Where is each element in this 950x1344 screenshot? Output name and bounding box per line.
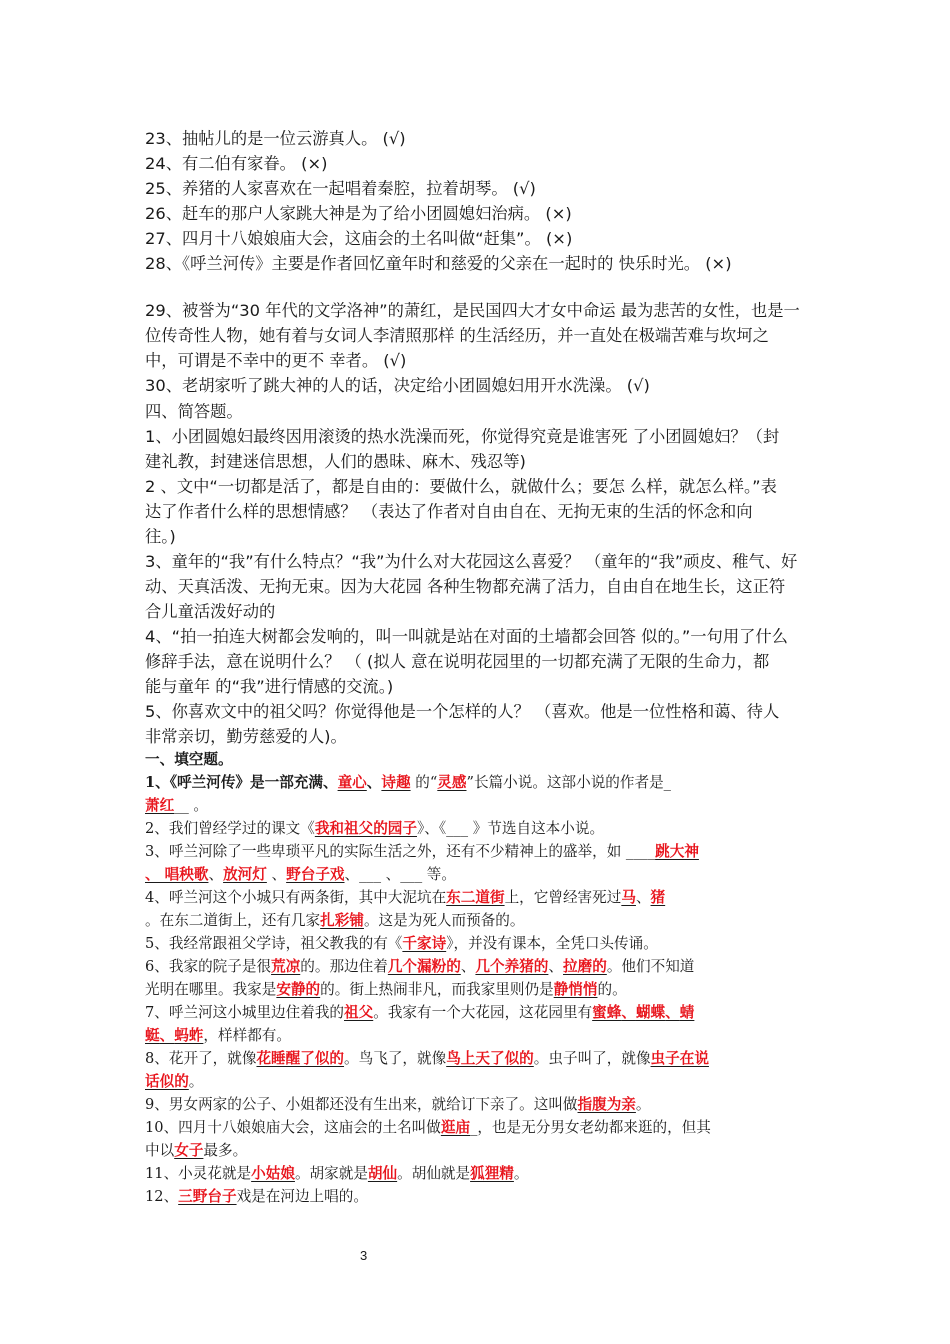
fill-q10-line2 [145, 1139, 247, 1160]
answer-blank: 荒凉 [271, 958, 301, 975]
fill-text: 、 [635, 889, 651, 906]
fill-text: 的“ [415, 774, 438, 791]
fill-text: 、 [159, 1027, 175, 1044]
short-q5-line2: 非常亲切，勤劳慈爱的人)。 [145, 727, 347, 746]
fill-q3-line1 [145, 840, 699, 861]
answer-blank: 我和祖父的园子 [314, 820, 417, 837]
answer-blank: 鸟上天了似的 [446, 1050, 534, 1067]
answer-blank: 蝴蝶 [635, 1004, 666, 1021]
fill-text: 上，它曾经害死过 [504, 889, 622, 906]
answer-blank: 扎彩铺 [320, 912, 364, 929]
answer-blank: 诗趣 [381, 774, 411, 791]
fill-q8-line1 [145, 1047, 709, 1068]
fill-text: 、 [548, 958, 564, 975]
fill-q1-text: 1、《呼兰河传》是一部充满、 [145, 774, 338, 791]
answer-blank: 马 [621, 889, 636, 906]
judge-item-26: 26、赶车的那户人家跳大神是为了给小团圆媳妇治病。 (×) [145, 204, 572, 223]
answer-blank: 拉磨的 [563, 958, 607, 975]
fill-text: 。这是为死人而预备的。 [363, 912, 525, 929]
fill-text: 7、呼兰河这小城里边住着我的 [145, 1004, 345, 1021]
short-answer-heading: 四、简答题。 [145, 402, 243, 421]
answer-blank: 猪 [650, 889, 666, 906]
answer-blank: 东二道街 [446, 889, 505, 906]
answer-blank: 虫子在说 [650, 1050, 709, 1067]
fill-text: ，样样都有。 [203, 1027, 291, 1044]
fill-text: 的。街上热闹非凡，而我家里则仍是 [320, 981, 554, 998]
answer-blank: 花睡醒了似的 [256, 1050, 345, 1067]
answer-blank: 话似的 [145, 1073, 189, 1090]
fill-q12 [145, 1185, 368, 1206]
judge-item-29-line1: 29、被誉为“30 年代的文学洛神”的萧红，是民国四大才女中命运 最为悲苦的女性，也是一 [145, 301, 800, 320]
fill-q6-line2 [145, 978, 627, 999]
fill-text: 。胡家就是 [294, 1165, 368, 1182]
answer-blank: 萧红 [145, 797, 175, 814]
answer-blank: 逛庙 [440, 1119, 471, 1136]
fill-text: __ 。 [174, 797, 209, 814]
page-number: 3 [360, 1248, 368, 1263]
fill-q8-line2 [145, 1070, 203, 1091]
answer-blank: 蚂蚱 [174, 1027, 204, 1044]
answer-blank: 几个养猪的 [475, 958, 549, 975]
judge-item-30: 30、老胡家听了跳大神的人的话，决定给小团圆媳妇用开水洗澡。 (√) [145, 376, 650, 395]
answer-blank: 千家诗 [402, 935, 447, 952]
fill-q4-line1 [145, 886, 665, 907]
short-q4-line2: 修辞手法，意在说明什么？ （ (拟人 意在说明花园里的一切都充满了无限的生命力，都 [145, 652, 770, 671]
judge-item-27: 27、四月十八娘娘庙大会，这庙会的土名叫做“赶集”。 (×) [145, 229, 573, 248]
fill-q6-line1 [145, 955, 694, 976]
short-q2-line1: 2 、文中“一切都是活了，都是自由的：要做什么，就做什么；要怎 么样，就怎么样。”表 [145, 477, 777, 496]
answer-blank: 女子 [174, 1142, 204, 1159]
fill-text: 10、四月十八娘娘庙大会，这庙会的土名叫做 [145, 1119, 441, 1136]
answer-blank: 狐狸精 [470, 1165, 514, 1182]
fill-text: 。 [188, 1073, 204, 1090]
answer-blank: 小姑娘 [251, 1165, 295, 1182]
answer-blank: 指腹为亲 [577, 1096, 636, 1113]
fill-text: 戏是在河边上唱的。 [236, 1188, 368, 1205]
answer-blank: 童心 [337, 774, 367, 791]
judge-item-24: 24、有二伯有家眷。 (×) [145, 154, 328, 173]
short-q5-line1: 5、你喜欢文中的祖父吗？你觉得他是一个怎样的人？ （喜欢。他是一位性格和蔼、待人 [145, 702, 780, 721]
fill-text: 4、呼兰河这个小城只有两条街，其中大泥坑在 [145, 889, 447, 906]
fill-text: 最多。 [203, 1142, 248, 1159]
fill-text: 的。那边住着 [300, 958, 388, 975]
fill-text: 6、我家的院子是很 [145, 958, 272, 975]
fill-text: 中以 [145, 1142, 175, 1159]
judge-item-29-line3: 中，可谓是不幸中的更不 幸者。 (√) [145, 351, 407, 370]
fill-text: 、 [271, 866, 287, 883]
fill-text: 。 [635, 1096, 651, 1113]
fill-q4-line2 [145, 909, 524, 930]
fill-text: ”长篇小说。这部小说的作者是_ [466, 774, 671, 791]
fill-q7-line1 [145, 1001, 694, 1022]
fill-text: 的。 [597, 981, 627, 998]
answer-blank: 放河灯 [223, 866, 267, 883]
fill-text: 、 [208, 866, 224, 883]
fill-q1-line1 [145, 771, 671, 792]
fill-text: 12、 [145, 1188, 179, 1205]
short-q1-line2: 建礼教，封建迷信思想，人们的愚昧、麻木、残忍等) [145, 452, 526, 471]
fill-text: 、 [460, 958, 476, 975]
fill-q2 [145, 817, 604, 838]
answer-blank: 灵感 [437, 774, 467, 791]
judge-item-29-line2: 位传奇性人物，她有着与女词人李清照那样 的生活经历，并一直处在极端苦难与坎坷之 [145, 326, 769, 345]
fill-text: 8、花开了，就像 [145, 1050, 257, 1067]
fill-text: 、___ 、___ 等。 [344, 866, 456, 883]
fill-text: 5、我经常跟祖父学诗，祖父教我的有《 [145, 935, 403, 952]
fill-text: 、 [665, 1004, 680, 1021]
fill-q1-line2 [145, 794, 208, 815]
short-q4-line3: 能与童年 的“我”进行情感的交流。) [145, 677, 394, 696]
answer-blank: 野台子戏 [286, 866, 345, 883]
fill-text: 》，并没有课本，全凭口头传诵。 [446, 935, 658, 952]
fill-text: 3、呼兰河除了一些卑琐平凡的实际生活之外，还有不少精神上的盛举，如 ____ [145, 843, 656, 860]
answer-blank: 蜻 [679, 1004, 695, 1021]
answer-blank: 蜓 [145, 1027, 160, 1044]
fill-text: 11、小灵花就是 [145, 1165, 252, 1182]
answer-blank: 胡仙 [367, 1165, 398, 1182]
short-q3-line2: 动、天真活泼、无拘无束。因为大花园 各种生物都充满了活力，自由自在地生长，这正符 [145, 577, 786, 596]
fill-text: 。鸟飞了，就像 [344, 1050, 447, 1067]
fill-text: 、 [621, 1004, 636, 1021]
fill-text: 。 [513, 1165, 529, 1182]
fill-text: 9、男女两家的公子、小姐都还没有生出来，就给订下亲了。这叫做 [145, 1096, 578, 1113]
fill-q10-line1 [145, 1116, 711, 1137]
fill-text: 》、《___ 》节选自这本小说。 [417, 820, 605, 837]
fill-text: 。在东二道街上，还有几家 [145, 912, 321, 929]
fill-text: 。他们不知道 [606, 958, 695, 975]
judge-item-23: 23、抽帖儿的是一位云游真人。 (√) [145, 129, 406, 148]
fill-text: 。胡仙就是 [397, 1165, 471, 1182]
fill-text: 光明在哪里。我家是 [145, 981, 277, 998]
short-q2-line2: 达了作者什么样的思想情感？ （表达了作者对自由自在、无拘无束的生活的怀念和向 [145, 502, 753, 521]
short-q1-line1: 1、小团圆媳妇最终因用滚烫的热水洗澡而死，你觉得究竟是谁害死 了小团圆媳妇？（封 [145, 427, 780, 446]
answer-blank: 三野台子 [178, 1188, 237, 1205]
judge-item-28: 28、《呼兰河传》主要是作者回忆童年时和慈爱的父亲在一起时的 快乐时光。 (×) [145, 254, 732, 273]
fill-q9 [145, 1093, 651, 1114]
answer-blank: 几个漏粉的 [387, 958, 461, 975]
fill-text: 、 [366, 774, 382, 791]
judge-item-25: 25、养猪的人家喜欢在一起唱着秦腔，拉着胡琴。 (√) [145, 179, 536, 198]
answer-blank: 祖父 [344, 1004, 374, 1021]
fill-text: _，也是无分男女老幼都来逛的，但其 [470, 1119, 711, 1136]
short-q3-line3: 合儿童活泼好动的 [145, 602, 276, 621]
short-q2-line3: 往。) [145, 527, 176, 546]
fill-q3-line2 [145, 863, 456, 884]
answer-blank: 安静的 [276, 981, 321, 998]
short-q3-line1: 3、童年的“我”有什么特点？“我”为什么对大花园这么喜爱？ （童年的“我”顽皮、稚气、好 [145, 552, 798, 571]
fill-text: 2、我们曾经学过的课文《 [145, 820, 315, 837]
answer-blank: 静悄悄 [553, 981, 598, 998]
answer-blank: 跳大神 [655, 843, 699, 860]
fill-text: 。虫子叫了，就像 [533, 1050, 651, 1067]
short-q4-line1: 4、“拍一拍连大树都会发响的，叫一叫就是站在对面的土墙都会回答 似的。”一句用了什么 [145, 627, 788, 646]
answer-blank: 、 唱秧歌 [145, 866, 209, 883]
fill-q11 [145, 1162, 529, 1183]
fill-q7-line2 [145, 1024, 291, 1045]
fill-heading: 一、填空题。 [145, 751, 233, 768]
answer-blank: 蜜蜂 [592, 1004, 622, 1021]
fill-text: 。我家有一个大花园，这花园里有 [373, 1004, 593, 1021]
fill-q5 [145, 932, 658, 953]
